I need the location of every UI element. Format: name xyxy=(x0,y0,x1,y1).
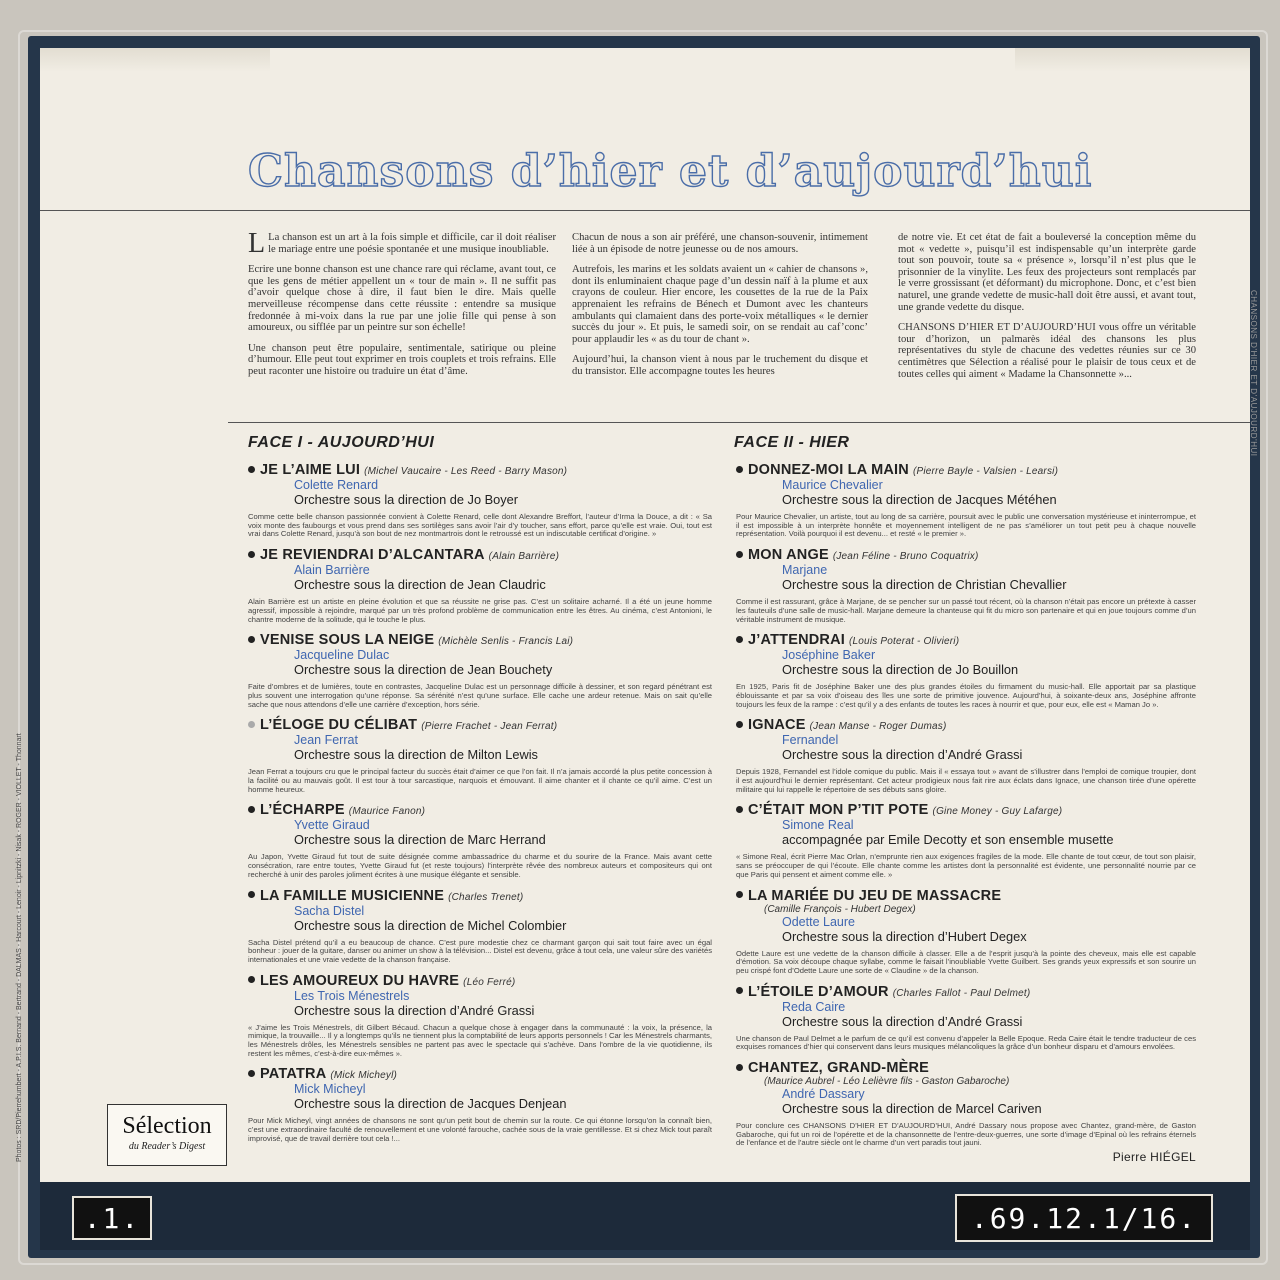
track-artist: Simone Real xyxy=(782,818,854,833)
track-orchestra: Orchestre sous la direction d’André Grassi xyxy=(782,1013,1023,1029)
intro-rule xyxy=(228,422,1250,423)
track-credits: (Gine Money - Guy Lafarge) xyxy=(932,806,1063,818)
track-artist: Colette Renard xyxy=(294,478,379,492)
bullet-icon xyxy=(248,976,255,983)
track-title: IGNACE xyxy=(748,717,806,734)
track-orchestra: Orchestre sous la direction d’André Grassi xyxy=(782,747,1023,763)
intro-paragraph xyxy=(248,228,556,259)
track-credits: (Léo Ferré) xyxy=(463,976,516,988)
track-artist: Joséphine Baker xyxy=(782,648,876,663)
bullet-icon xyxy=(248,891,255,898)
intro-paragraph: Une chanson peut être populaire, sentimentale, satirique ou pleine d’humour. Elle peut tout exprimer en trois couplets et trois refrains. Elle peut raconter une histoire ou traduire un état d’âme. xyxy=(248,342,556,377)
track-artist: Fernandel xyxy=(782,733,839,748)
track-title: L’ÉTOILE D’AMOUR xyxy=(748,983,889,1000)
bullet-icon xyxy=(736,636,743,643)
track xyxy=(736,547,1196,624)
track xyxy=(248,547,712,624)
track-artist: Marjane xyxy=(782,563,828,578)
track xyxy=(736,462,1196,539)
track xyxy=(736,1060,1196,1164)
track-artist: Odette Laure xyxy=(782,914,855,929)
track-credits: (Charles Fallot - Paul Delmet) xyxy=(892,987,1031,999)
track-title: C’ÉTAIT MON P’TIT POTE xyxy=(748,802,929,819)
track-title: CHANTEZ, GRAND-MÈRE xyxy=(748,1060,930,1077)
face-2-heading: FACE II - HIER xyxy=(734,434,850,451)
track-orchestra: Orchestre sous la direction de Christian Chevallier xyxy=(782,577,1067,593)
track-title: J’ATTENDRAI xyxy=(748,632,845,649)
track-orchestra: Orchestre sous la direction de Jacques Denjean xyxy=(294,1096,567,1112)
selection-logo xyxy=(107,1104,227,1166)
bullet-icon xyxy=(736,891,743,898)
track-artist: Mick Micheyl xyxy=(294,1082,366,1097)
track-artist: Yvette Giraud xyxy=(294,818,370,833)
intro-paragraph: Aujourd’hui, la chanson vient à nous par le truchement du disque et du transistor. Elle accompagne toutes les heures xyxy=(572,354,868,377)
track-artist: Alain Barrière xyxy=(294,563,370,578)
logo-main-text: Sélection xyxy=(122,1113,212,1139)
bullet-icon xyxy=(248,636,255,643)
track-orchestra: Orchestre sous la direction de Jo Bouillon xyxy=(782,662,1019,678)
track-artist: Maurice Chevalier xyxy=(782,478,883,492)
track xyxy=(248,802,712,879)
track-description: Jean Ferrat a toujours cru que le principal facteur du succès était d’aimer ce que l’on fait. Il n’a jamais accordé la plus petite concession à la facilité ou au mauvais goût. Il est tour à tour sarcastique, narquois et émouvant. Il aime chanter et il chante ce qu’il aime. C’est un homme heureux. xyxy=(248,767,712,794)
author-signature: Pierre HIÉGEL xyxy=(1112,1150,1196,1165)
track-orchestra: Orchestre sous la direction de Marcel Cariven xyxy=(782,1101,1042,1117)
track-title: L’ÉLOGE DU CÉLIBAT xyxy=(260,717,418,734)
track-title: DONNEZ-MOI LA MAIN xyxy=(748,462,909,478)
track-credits: (Michèle Senlis - Francis Lai) xyxy=(438,636,574,648)
track-description: « Simone Real, écrit Pierre Mac Orlan, n’emprunte rien aux exigences fragiles de la mode. Elle chante de tout cœur, de tout son plaisir, sans se préoccuper de qui l’écoute. Elle chante comme les artistes dont la personnalité est évidente, une personnalité nourrie par ce que Paris qui pensent et aiment comme elle. » xyxy=(736,852,1196,879)
track-description: Au Japon, Yvette Giraud fut tout de suite désignée comme ambassadrice du charme et du sourire de la France. Mais avant cette consécration, rare entre toutes, Yvette Giraud fut (et reste toujours) l’interprète rêvée des nombreux auteurs et compositeurs qui ont recherché à unir des paroles joliment écrites à une musique élégante et sensible. xyxy=(248,852,712,879)
track-title: JE REVIENDRAI D’ALCANTARA xyxy=(260,547,485,564)
track-credits: (Pierre Bayle - Valsien - Learsi) xyxy=(912,466,1059,477)
intro-column-3 xyxy=(898,232,1196,389)
track xyxy=(736,984,1196,1052)
track-orchestra: Orchestre sous la direction de Marc Herrand xyxy=(294,832,546,848)
track-title: LES AMOUREUX DU HAVRE xyxy=(260,972,460,989)
track-orchestra: Orchestre sous la direction de Jacques Météhen xyxy=(782,492,1057,507)
track-credits: (Jean Manse - Roger Dumas) xyxy=(809,721,947,733)
track-description: Pour conclure ces CHANSONS D’HIER ET D’AUJOURD’HUI, André Dassary nous propose avec Chantez, grand-mère, de Gaston Gabaroche, qui fut un roi de l’opérette et de la chansonnette de l’entre-deux-guerres, une sorte d’image d’Epinal où les refrains éternels de l’enfance et de l’autre siècle ont le charme d’un vert paradis tout jauni. xyxy=(736,1121,1196,1148)
track-description: Comme cette belle chanson passionnée convient à Colette Renard, celle dont Alexandre Breffort, l’auteur d’Irma la Douce, a dit : « Sa voix monte des faubourgs et vous prend dans ses sortilèges sans avoir l’air d’y toucher, sans effort, parce qu’elle est vraie. Oui, tout est vrai dans Colette Renard, jusqu’à son bout de nez montmartrois dont le retroussé est un indiscutable certificat d’origine. » xyxy=(248,512,712,539)
track-orchestra: Orchestre sous la direction d’Hubert Degex xyxy=(782,928,1027,944)
track-title: LA FAMILLE MUSICIENNE xyxy=(260,887,445,904)
track xyxy=(248,462,712,539)
intro-paragraph: de notre vie. Et cet état de fait a bouleversé la conception même du mot « vedette », puisqu’il est indispensable qu’un interprète garde tout son pouvoir, toute sa « présence », lorsqu’il n’est plus que le prisonnier de la vinylite. Les feux des projecteurs sont remplacés par le verre grossissant (et déformant) du microphone. Donc, et c’est bien naturel, une grande vedette de music-hall doit être aussi, et avant tout, une grande vedette du disque. xyxy=(898,232,1196,313)
track-orchestra: Orchestre sous la direction d’André Grassi xyxy=(294,1002,535,1018)
track-title: VENISE SOUS LA NEIGE xyxy=(260,632,435,649)
track-description: Une chanson de Paul Delmet a le parfum de ce qu’il est convenu d’appeler la Belle Epoque. Reda Caire était le tendre traducteur de ces exquises romances d’hier qui conservent dans leurs musiques mélancoliques la grâce d’un bonheur disparu et d’amours envolées. xyxy=(736,1033,1196,1052)
track-description: Depuis 1928, Fernandel est l’idole comique du public. Mais il « essaya tout » avant de s’illustrer dans l’emploi de comique troupier, dont il est aujourd’hui le dernier représentant. Cet acteur prodigieux nous fait rire aux éclats dans Ignace, une chanson tirée d’une opérette militaire qui lui rappelle le répertoire de ses débuts sans gloire. xyxy=(736,767,1196,794)
track-artist: Jacqueline Dulac xyxy=(294,648,390,663)
bullet-icon xyxy=(736,987,743,994)
track-artist: Les Trois Ménestrels xyxy=(294,988,410,1003)
track-credits: (Charles Trenet) xyxy=(448,891,524,903)
title-rule xyxy=(40,210,1250,211)
track-orchestra: accompagnée par Emile Decotty et son ensemble musette xyxy=(782,832,1114,848)
bullet-icon xyxy=(248,466,255,473)
track-description: Comme il est rassurant, grâce à Marjane, de se pencher sur un passé tout récent, où la chanson n’était pas encore un prétexte à casser les fauteuils d’une salle de music-hall. Marjane demeure la chanteuse qui fit du micro son partenaire et qui en joue toujours comme d’un véritable instrument de musique. xyxy=(736,597,1196,624)
track xyxy=(736,802,1196,879)
track-description: Pour Mick Micheyl, vingt années de chansons ne sont qu’un petit bout de chemin sur la route. Ce qui étonne lorsqu’on la connaît bien, c’est une extraordinaire faculté de renouvellement et une volonté farouche, cachée sous de la vraie gentillesse. Et si chez Mick tout paraît improvisé, que de travail derrière tout cela !... xyxy=(248,1116,712,1143)
track-title: JE L’AIME LUI xyxy=(260,462,361,478)
sleeve-fold-right xyxy=(1015,48,1250,72)
intro-paragraph: Ecrire une bonne chanson est une chance rare qui réclame, avant tout, ce que les gens de métier appellent un « tour de main ». Il ne suffit pas d’avoir quelque chose à dire, il faut bien le dire. Mais quelle merveilleuse récompense dans cette réussite : entendre sa musique fredonnée à mi-voix dans la rue par une jolie fille qui pense à son amoureux, ou sifflée par un peintre sur son échelle! xyxy=(248,264,556,334)
bullet-icon xyxy=(736,806,743,813)
track-orchestra: Orchestre sous la direction de Jo Boyer xyxy=(294,492,519,507)
track-description: Sacha Distel prétend qu’il a eu beaucoup de chance. C’est pure modestie chez ce charmant garçon qui sait tout faire avec un égal bonheur : jouer de la guitare, danser ou animer un show à la télévision... Distel est devenu, grâce à tout cela, une valeur sûre des variétés internationales et une vraie vedette de la chanson française. xyxy=(248,937,712,964)
track xyxy=(736,888,1196,976)
intro-paragraph: Autrefois, les marins et les soldats avaient un « cahier de chansons », dont ils enluminaient chaque page d’un dessin naïf à la plume et aux crayons de couleur. Hier encore, les cousettes de la rue de la Paix apprenaient les refrains de Bénech et Dumont avec les chanteurs ambulants qui clamaient dans des porte-voix métalliques « le dernier succès du jour ». Et puis, le samedi soir, on se rendait au caf’conc’ pour applaudir les « as du tour de chant ». xyxy=(572,264,868,345)
track-credits: (Pierre Frachet - Jean Ferrat) xyxy=(421,721,558,733)
intro-paragraph: CHANSONS D’HIER ET D’AUJOURD’HUI vous offre un véritable tour d’horizon, un palmarès idéal des chansons les plus représentatives du style de chacune des vedettes réunies sur ce 30 centimètres que Sélection a réalisé pour le plaisir de tous ceux et de toutes celles qui aiment « Madame la Chansonnette »... xyxy=(898,322,1196,380)
track-credits: (Jean Féline - Bruno Coquatrix) xyxy=(832,551,979,563)
track-description: « J’aime les Trois Ménestrels, dit Gilbert Bécaud. Chacun a quelque chose à engager dans la communauté : la voix, la présence, la mimique, la trouvaille... Il y a longtemps qu’ils ne tiennent plus la comptabilité de leurs apports personnels ! Car les Ménestrels charmants, les Ménestrels drôles, les Ménestrels sensibles ne partent pas avec le spectacle qui s’achève. Dans l’ombre de la vie quotidienne, ils restent les mêmes, c’est-à-dire eux-mêmes ». xyxy=(248,1022,712,1058)
track xyxy=(736,717,1196,794)
catalog-label-left: .1. xyxy=(72,1196,152,1240)
bullet-icon xyxy=(248,551,255,558)
track-orchestra: Orchestre sous la direction de Milton Lewis xyxy=(294,747,538,763)
track-orchestra: Orchestre sous la direction de Michel Colombier xyxy=(294,917,567,933)
track-title: MON ANGE xyxy=(748,547,829,564)
drop-cap: L xyxy=(248,228,266,259)
track-credits: (Mick Micheyl) xyxy=(330,1070,398,1082)
face-1-tracklist xyxy=(248,462,712,1152)
album-title: Chansons d’hier et d’aujourd’hui xyxy=(248,146,1093,197)
track-description: Odette Laure est une vedette de la chanson difficile à classer. Elle a de l’esprit jusqu’à la pointe des cheveux, mais elle est capable d’émotion. Sa voix découpe chaque syllabe, comme le faisait l’inoubliable Yvette Guilbert. Ses grands yeux expressifs et son sourire un peu crispé font d’Odette Laure une sorte de « Claudine » de la chanson. xyxy=(736,948,1196,975)
track-title: LA MARIÉE DU JEU DE MASSACRE xyxy=(748,887,1002,904)
track xyxy=(248,717,712,794)
track-description: Alain Barrière est un artiste en pleine évolution et que sa réussite ne grise pas. C’est un solitaire acharné. Il a été un jeune homme agressif, impossible à rejoindre, marqué par un très profond problème de communication entre les êtres. Au cinéma, c’est Antonioni, le chantre moderne de la solitude, qui le touche le plus. xyxy=(248,597,712,624)
track xyxy=(736,632,1196,709)
bullet-icon xyxy=(736,1064,743,1071)
track-artist: André Dassary xyxy=(782,1087,865,1102)
track-orchestra: Orchestre sous la direction de Jean Bouchety xyxy=(294,662,553,678)
track-artist: Jean Ferrat xyxy=(294,733,358,748)
bullet-icon xyxy=(248,721,255,728)
track-description: Pour Maurice Chevalier, un artiste, tout au long de sa carrière, poursuit avec le public une conversation mystérieuse et ininterrompue, et il est impossible à un interprète honnête et moyennement intelligent de ne pas s’améliorer un tout petit peu à chaque nouvelle représentation. Voilà pourquoi il est devenu... et resté « le premier ». xyxy=(736,512,1196,539)
track-artist: Sacha Distel xyxy=(294,903,365,918)
track-credits: (Louis Poterat - Olivieri) xyxy=(849,636,960,648)
bullet-icon xyxy=(248,806,255,813)
catalog-label-right: .69.12.1/16. xyxy=(955,1194,1213,1242)
bullet-icon xyxy=(736,551,743,558)
intro-text: La chanson est un art à la fois simple et difficile, car il doit réaliser le mariage entre une poésie spontanée et une musique inoubliable. xyxy=(268,232,556,255)
spine-text: CHANSONS D’HIER ET D’AUJOURD’HUI xyxy=(1249,290,1258,457)
photo-credits: Photos : SRD/Pierrehumbert - A.P.I.S. Bernand - Bertrand - DALMAS - Harcourt - Lenoir - Lipnitzki - Nisak - ROGER - VIOLLET - Thonnart xyxy=(16,733,23,1162)
bullet-icon xyxy=(736,466,743,473)
track-title: PATATRA xyxy=(260,1066,327,1083)
track xyxy=(248,973,712,1059)
intro-column-1 xyxy=(248,228,556,387)
track-credits: (Camille François - Hubert Degex) xyxy=(764,903,916,915)
bullet-icon xyxy=(736,721,743,728)
sleeve-fold-left xyxy=(40,48,270,72)
track-credits: (Alain Barrière) xyxy=(488,551,560,563)
track-credits: (Maurice Aubrel - Léo Lelièvre fils - Gaston Gabaroche) xyxy=(764,1076,1010,1088)
intro-paragraph: Chacun de nous a son air préféré, une chanson-souvenir, intimement liée à un épisode de notre jeunesse ou de nos amours. xyxy=(572,232,868,255)
track xyxy=(248,632,712,709)
intro-column-2 xyxy=(572,232,868,387)
track xyxy=(248,888,712,965)
track-credits: (Michel Vaucaire - Les Reed - Barry Mason) xyxy=(364,466,568,477)
track-description: En 1925, Paris fit de Joséphine Baker une des plus grandes étoiles du firmament du music-hall. Elle apportait par sa plastique éblouissante et par sa voix d’oiseau des îles une sorte de primitive jouvence. Aujourd’hui, à soixante-deux ans, Joséphine affronte toujours les feux de la rampe : c’est qu’il y a des enfants de toutes les races à nourrir et que, pour eux, elle est « Maman Jo ». xyxy=(736,682,1196,709)
track-title: L’ÉCHARPE xyxy=(260,802,345,819)
track xyxy=(248,1066,712,1143)
track-artist: Reda Caire xyxy=(782,999,846,1014)
face-2-tracklist xyxy=(736,462,1196,1172)
track-description: Faite d’ombres et de lumières, toute en contrastes, Jacqueline Dulac est un personnage difficile à dessiner, et son regard pénétrant est plus souvent une interrogation qu’une réponse. Sa sérénité n’est qu’une surface. Elle cache une ardeur retenue. Mais on sait qu’elle sache que nous attendons d’elle une carrière d’exception, hors série. xyxy=(248,682,712,709)
track-credits: (Maurice Fanon) xyxy=(348,806,426,818)
face-1-heading: FACE I - AUJOURD’HUI xyxy=(248,434,435,451)
logo-sub-text: du Reader’s Digest xyxy=(128,1141,206,1152)
track-orchestra: Orchestre sous la direction de Jean Claudric xyxy=(294,577,546,593)
bullet-icon xyxy=(248,1070,255,1077)
